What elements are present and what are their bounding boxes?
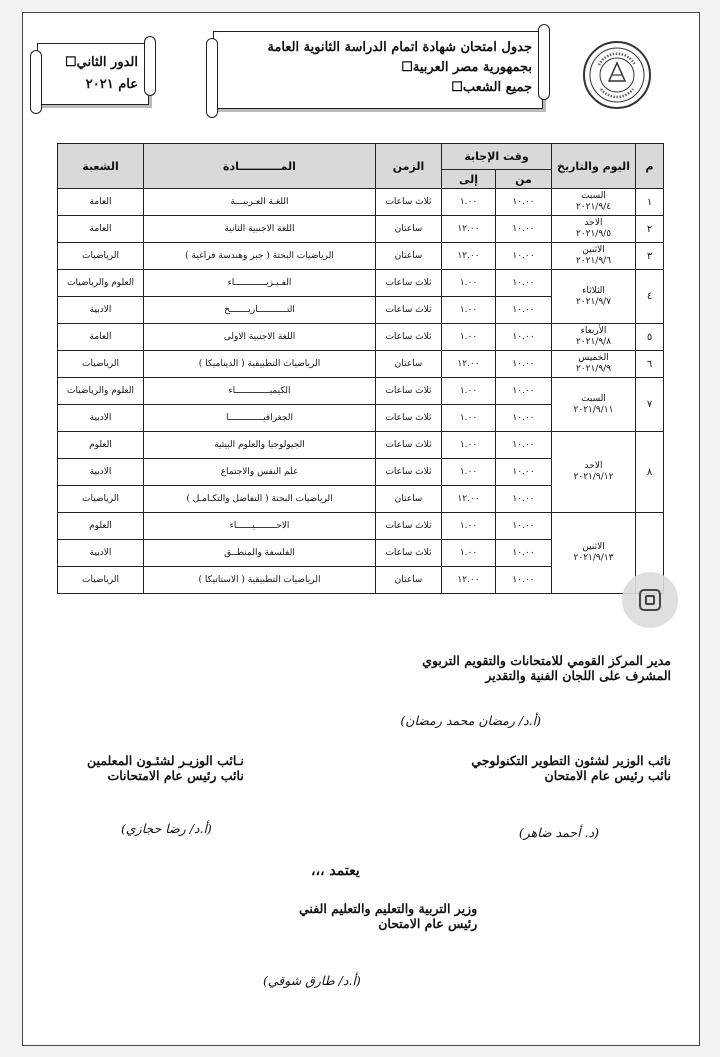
header-answer-time: وقت الإجابة — [442, 144, 552, 170]
time-from: ١٠.٠٠ — [496, 540, 552, 567]
day-name: الاحد — [584, 218, 603, 228]
time-from: ١٠.٠٠ — [496, 378, 552, 405]
header-subject: المـــــــــــادة — [144, 144, 376, 189]
row-number: ٤ — [636, 270, 664, 324]
schedule-body — [58, 189, 664, 594]
day-name: الاثنين — [582, 245, 605, 255]
title-line-1: جدول امتحان شهادة اتمام الدراسة الثانوية العامة — [267, 40, 532, 55]
time-to: ١٢.٠٠ — [442, 216, 496, 243]
subject: اللغة الاجنبية الثانية — [144, 216, 376, 243]
time-to: ١.٠٠ — [442, 540, 496, 567]
ministry-logo — [583, 41, 651, 109]
day-date-cell — [552, 351, 636, 378]
subject: الرياضيات التطبيقية ( الديناميكا ) — [144, 351, 376, 378]
duration: ثلاث ساعات — [376, 378, 442, 405]
subject: الكيميـــــــــــــاء — [144, 378, 376, 405]
time-to: ١٢.٠٠ — [442, 243, 496, 270]
time-to: ١٢.٠٠ — [442, 486, 496, 513]
branch: الادبية — [58, 459, 144, 486]
branch: العامة — [58, 216, 144, 243]
row-number: ٧ — [636, 378, 664, 432]
exam-date: ٢٠٢١/٩/٤ — [575, 202, 612, 212]
tech-deputy-line-2: نائب رئيس عام الامتحان — [544, 768, 671, 783]
header-duration: الزمن — [376, 144, 442, 189]
row-number: ١ — [636, 189, 664, 216]
duration: ساعتان — [376, 216, 442, 243]
branch: العامة — [58, 324, 144, 351]
branch: الادبية — [58, 405, 144, 432]
time-from: ١٠.٠٠ — [496, 351, 552, 378]
day-name: الاحد — [584, 461, 603, 471]
subject: التـــــــــــاريـــــــخ — [144, 297, 376, 324]
exam-date: ٢٠٢١/٩/٩ — [575, 364, 612, 374]
center-director-name: (أ.د/ رمضان محمد رمضان) — [400, 713, 541, 728]
day-date-cell — [552, 513, 636, 594]
duration: ثلاث ساعات — [376, 459, 442, 486]
header-to: إلى — [442, 170, 496, 189]
header-day: اليوم والتاريخ — [552, 144, 636, 189]
branch: العلوم والرياضيات — [58, 378, 144, 405]
time-to: ١.٠٠ — [442, 270, 496, 297]
ministry-seal-icon — [587, 45, 647, 105]
duration: ثلاث ساعات — [376, 270, 442, 297]
branch: العلوم — [58, 513, 144, 540]
duration: ثلاث ساعات — [376, 432, 442, 459]
floating-scan-button[interactable] — [622, 572, 678, 628]
branch: الادبية — [58, 540, 144, 567]
table-row — [58, 351, 664, 378]
day-date-cell — [552, 378, 636, 432]
exam-schedule-table — [57, 143, 664, 594]
day-name: السبت — [581, 393, 606, 404]
day-name: الأربعاء — [580, 326, 607, 336]
branch: الرياضيات — [58, 351, 144, 378]
duration: ثلاث ساعات — [376, 324, 442, 351]
branch: العلوم — [58, 432, 144, 459]
day-name: الخميس — [578, 353, 609, 363]
duration: ثلاث ساعات — [376, 189, 442, 216]
subject: اللغـة العـربيـــة — [144, 189, 376, 216]
approval-text: يعتمد ،،، — [311, 863, 360, 879]
time-from: ١٠.٠٠ — [496, 324, 552, 351]
day-date-cell — [552, 324, 636, 351]
time-from: ١٠.٠٠ — [496, 567, 552, 594]
duration: ثلاث ساعات — [376, 405, 442, 432]
subject: الفـيـزيــــــــــــاء — [144, 270, 376, 297]
center-title-line-1: مدير المركز القومي للامتحانات والتقويم التربوي — [422, 653, 671, 668]
time-to: ١.٠٠ — [442, 324, 496, 351]
row-number: ٢ — [636, 216, 664, 243]
minister-title-line-2: رئيس عام الامتحان — [378, 916, 478, 931]
center-title-line-2: المشرف على اللجان الفنية والتقدير — [485, 668, 671, 683]
exam-title-banner — [213, 31, 543, 109]
time-from: ١٠.٠٠ — [496, 216, 552, 243]
time-to: ١.٠٠ — [442, 459, 496, 486]
day-date-cell — [552, 216, 636, 243]
table-row — [58, 216, 664, 243]
title-line-2: بجمهورية مصر العربية☐ — [401, 60, 532, 75]
teachers-deputy-title — [87, 753, 244, 783]
header-num: م — [636, 144, 664, 189]
minister-title — [299, 901, 477, 931]
time-from: ١٠.٠٠ — [496, 486, 552, 513]
time-to: ١٢.٠٠ — [442, 351, 496, 378]
round-label: الدور الثاني☐ — [64, 55, 138, 70]
time-from: ١٠.٠٠ — [496, 243, 552, 270]
subject: الجغرافيـــــــــــــا — [144, 405, 376, 432]
tech-deputy-line-1: نائب الوزير لشئون التطوير التكنولوجي — [471, 753, 671, 768]
exam-date: ٢٠٢١/٩/٦ — [575, 256, 612, 266]
branch: الرياضيات — [58, 567, 144, 594]
branch: العلوم والرياضيات — [58, 270, 144, 297]
time-to: ١.٠٠ — [442, 405, 496, 432]
branch: الرياضيات — [58, 243, 144, 270]
time-from: ١٠.٠٠ — [496, 270, 552, 297]
time-to: ١.٠٠ — [442, 513, 496, 540]
center-director-title — [422, 653, 671, 683]
day-name: الثلاثاء — [582, 285, 605, 296]
subject: الاحــــــــيــــــاء — [144, 513, 376, 540]
subject: الفلسفة والمنطــق — [144, 540, 376, 567]
exam-date: ٢٠٢١/٩/٨ — [575, 337, 612, 347]
day-name: السبت — [581, 191, 606, 201]
duration: ساعتان — [376, 351, 442, 378]
table-row — [58, 270, 664, 297]
table-row — [58, 513, 664, 540]
year-label: عام ٢٠٢١ — [85, 77, 138, 92]
document-page — [22, 12, 700, 1046]
round-banner — [37, 43, 149, 105]
scan-icon — [635, 585, 665, 615]
subject: الرياضيات التطبيقية ( الاستاتيكا ) — [144, 567, 376, 594]
branch: الرياضيات — [58, 486, 144, 513]
teachers-deputy-line-2: نائب رئيس عام الامتحانات — [107, 768, 244, 783]
table-row — [58, 324, 664, 351]
row-number: ٣ — [636, 243, 664, 270]
title-line-3: جميع الشعب☐ — [451, 80, 532, 95]
tech-deputy-name: (د. أحمد ضاهر) — [518, 825, 599, 840]
day-name: الاثنين — [582, 542, 605, 552]
branch: العامة — [58, 189, 144, 216]
header-branch: الشعبة — [58, 144, 144, 189]
duration: ساعتان — [376, 486, 442, 513]
table-row — [58, 378, 664, 405]
subject: علم النفس والاجتماع — [144, 459, 376, 486]
subject: الجيولوجيا والعلوم البيئية — [144, 432, 376, 459]
time-from: ١٠.٠٠ — [496, 405, 552, 432]
day-date-cell — [552, 270, 636, 324]
subject: الرياضيات البحتة ( التفاضل والتكـامـل ) — [144, 486, 376, 513]
time-to: ١.٠٠ — [442, 297, 496, 324]
row-number: ٦ — [636, 351, 664, 378]
header-from: من — [496, 170, 552, 189]
subject: اللغة الاجنبية الاولى — [144, 324, 376, 351]
time-to: ١.٠٠ — [442, 432, 496, 459]
duration: ساعتان — [376, 567, 442, 594]
teachers-deputy-name: (أ.د/ رضا حجازي) — [121, 821, 212, 836]
day-date-cell — [552, 432, 636, 513]
row-number: ٥ — [636, 324, 664, 351]
table-row — [58, 432, 664, 459]
branch: الادبية — [58, 297, 144, 324]
day-date-cell — [552, 243, 636, 270]
time-from: ١٠.٠٠ — [496, 513, 552, 540]
exam-date: ٢٠٢١/٩/١٣ — [573, 553, 614, 563]
tech-deputy-title — [471, 753, 671, 783]
time-from: ١٠.٠٠ — [496, 189, 552, 216]
minister-title-line-1: وزير التربية والتعليم والتعليم الفني — [299, 901, 478, 916]
time-to: ١.٠٠ — [442, 378, 496, 405]
minister-name: (أ.د/ طارق شوقي) — [263, 973, 361, 988]
exam-date: ٢٠٢١/٩/١٢ — [573, 472, 614, 482]
day-date-cell — [552, 189, 636, 216]
time-from: ١٠.٠٠ — [496, 459, 552, 486]
exam-date: ٢٠٢١/٩/٧ — [575, 296, 612, 307]
time-from: ١٠.٠٠ — [496, 432, 552, 459]
table-row — [58, 189, 664, 216]
time-to: ١٢.٠٠ — [442, 567, 496, 594]
time-from: ١٠.٠٠ — [496, 297, 552, 324]
teachers-deputy-line-1: نـائب الوزيـر لشئـون المعلمين — [87, 753, 244, 768]
table-row — [58, 243, 664, 270]
duration: ساعتان — [376, 243, 442, 270]
subject: الرياضيات البحتة ( جبر وهندسة فراغية ) — [144, 243, 376, 270]
duration: ثلاث ساعات — [376, 540, 442, 567]
duration: ثلاث ساعات — [376, 513, 442, 540]
time-to: ١.٠٠ — [442, 189, 496, 216]
row-number: ٨ — [636, 432, 664, 513]
exam-date: ٢٠٢١/٩/١١ — [573, 404, 614, 415]
duration: ثلاث ساعات — [376, 297, 442, 324]
exam-date: ٢٠٢١/٩/٥ — [575, 229, 612, 239]
